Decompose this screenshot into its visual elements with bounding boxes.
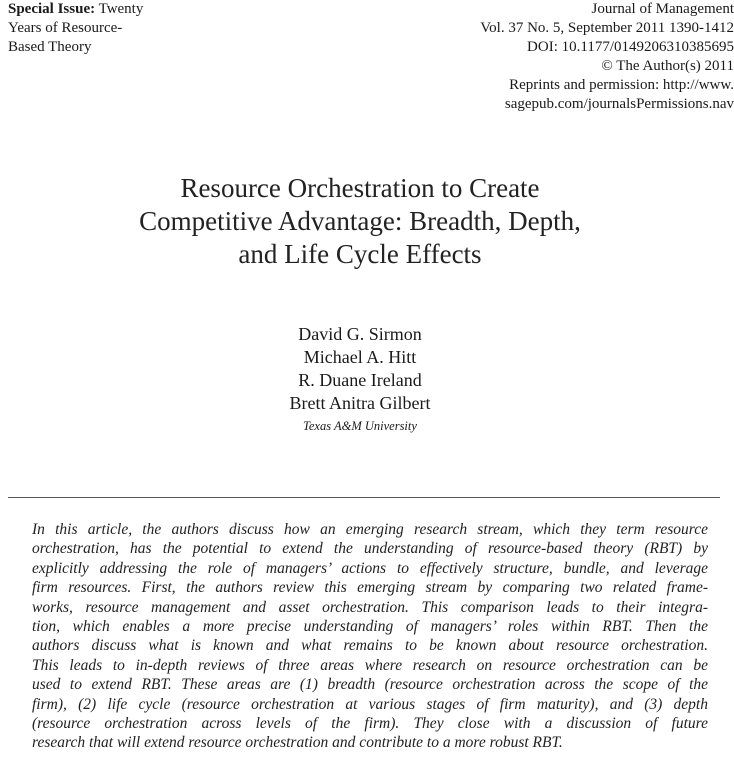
article-title [0, 172, 720, 271]
doi: DOI: 10.1177/0149206310385695 [527, 39, 734, 55]
issue-line-2: Years of Resource- [8, 20, 123, 36]
abstract-line: authors discuss what is known and what remains to be known about resource orchestration. [32, 637, 708, 655]
issue-label: Special Issue: [8, 1, 96, 17]
abstract-line: tion, which enables a more precise understanding of managers’ roles within RBT. Then the [32, 618, 708, 636]
issue-info [8, 0, 143, 57]
abstract-line: research that will extend resource orchestration and contribute to a more robust RBT. [32, 734, 563, 752]
affiliation: Texas A&M University [303, 419, 417, 433]
author: Michael A. Hitt [303, 347, 417, 367]
title-line: and Life Cycle Effects [238, 239, 482, 269]
abstract [32, 520, 708, 753]
journal-name: Journal of Management [591, 1, 734, 17]
author-list [0, 323, 720, 437]
title-line: Resource Orchestration to Create [180, 173, 540, 203]
abstract-line: This leads to in-depth reviews of three areas where research on resource orchestration can be [32, 656, 708, 674]
abstract-line: In this article, the authors discuss how an emerging research stream, which they term resource [32, 521, 708, 538]
reprints-url: sagepub.com/journalsPermissions.nav [504, 96, 734, 112]
divider [8, 497, 720, 498]
abstract-line: orchestration, has the potential to extend the understanding of resource-based theory (RBT) by [32, 540, 708, 558]
abstract-line: firm resources. First, the authors review this emerging stream by comparing two related frame- [32, 579, 708, 597]
title-line: Competitive Advantage: Breadth, Depth, [139, 206, 581, 236]
reprints-line: Reprints and permission: http://www. [509, 77, 734, 93]
volume-info: Vol. 37 No. 5, September 2011 1390-1412 [480, 20, 734, 36]
issue-rest: Twenty [95, 1, 144, 17]
journal-info [480, 0, 734, 114]
author: R. Duane Ireland [298, 370, 422, 390]
abstract-line: works, resource management and asset orchestration. This comparison leads to their integra- [32, 598, 708, 616]
abstract-line: used to extend RBT. These areas are (1) breadth (resource orchestration across the scope of the [32, 676, 708, 694]
copyright: © The Author(s) 2011 [601, 58, 734, 74]
abstract-line: explicitly addressing the role of managers’ actions to effectively structure, bundle, and leverage [32, 559, 708, 577]
author: David G. Sirmon [298, 324, 422, 344]
abstract-line: (resource orchestration across levels of the firm). They close with a discussion of future [32, 715, 708, 733]
issue-line-3: Based Theory [8, 39, 92, 55]
abstract-line: firm), (2) life cycle (resource orchestration at various stages of firm maturity), and (3) depth [32, 695, 708, 713]
author: Brett Anitra Gilbert [289, 393, 431, 413]
